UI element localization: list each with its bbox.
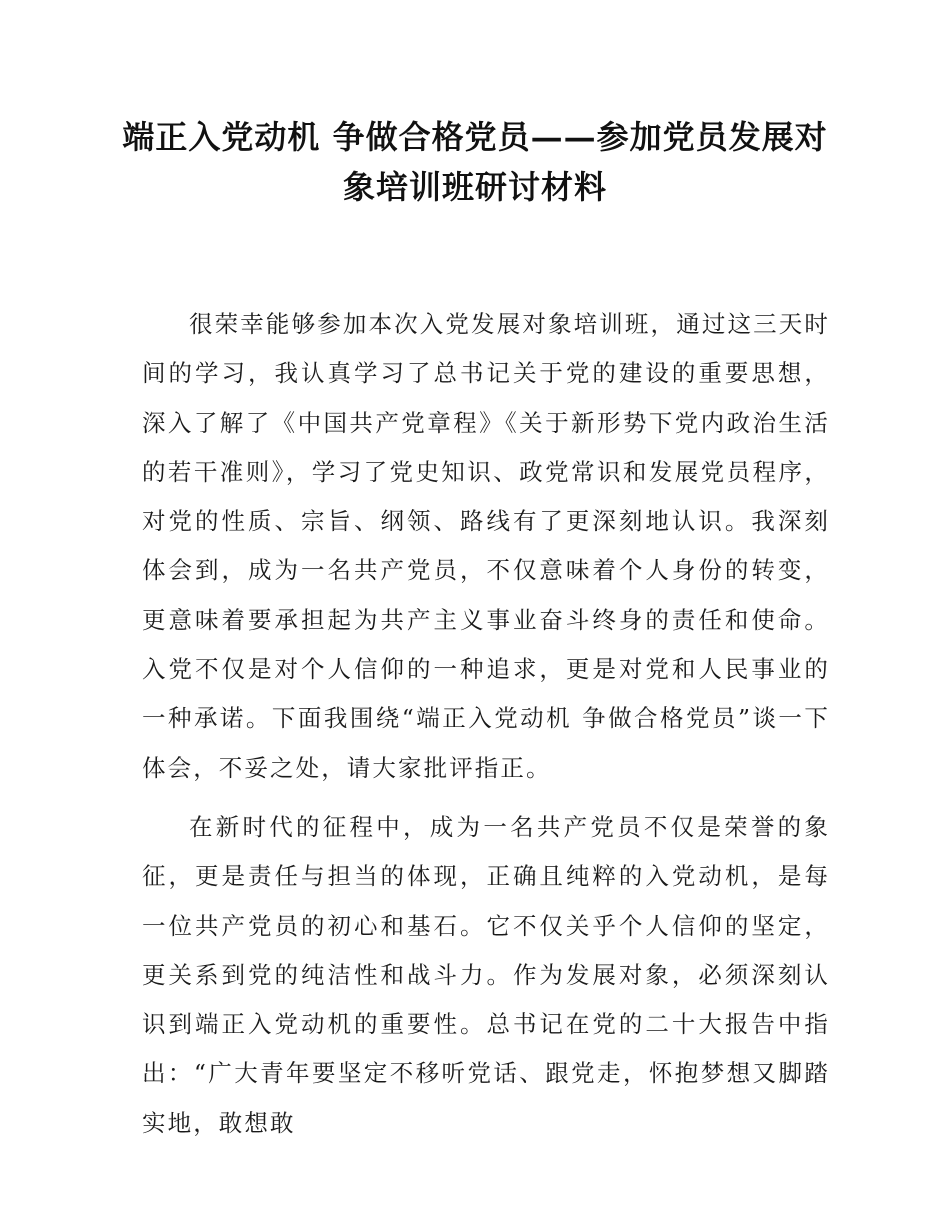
- paragraph-intro: 很荣幸能够参加本次入党发展对象培训班，通过这三天时间的学习，我认真学习了总书记关于党的建设的重要思想，深入了解了《中国共产党章程》《关于新形势下党内政治生活的若干准则》，学习了党史知识、政党常识和发展党员程序，对党的性质、宗旨、纲领、路线有了更深刻地认识。我深刻体会到，成为一名共产党员，不仅意味着个人身份的转变，更意味着要承担起为共产主义事业奋斗终身的责任和使命。入党不仅是对个人信仰的一种追求，更是对党和人民事业的一种承诺。下面我围绕“端正入党动机 争做合格党员”谈一下体会，不妥之处，请大家批评指正。: [142, 310, 830, 782]
- paragraph-motivation: 在新时代的征程中，成为一名共产党员不仅是荣誉的象征，更是责任与担当的体现，正确且纯粹的入党动机，是每一位共产党员的初心和基石。它不仅关乎个人信仰的坚定，更关系到党的纯洁性和战斗力。作为发展对象，必须深刻认识到端正入党动机的重要性。总书记在党的二十大报告中指出：“广大青年要坚定不移听党话、跟党走，怀抱梦想又脚踏实地，敢想敢: [142, 812, 830, 1137]
- document-body: [142, 300, 830, 1158]
- document-title: 端正入党动机 争做合格党员——参加党员发展对象培训班研讨材料: [122, 118, 828, 206]
